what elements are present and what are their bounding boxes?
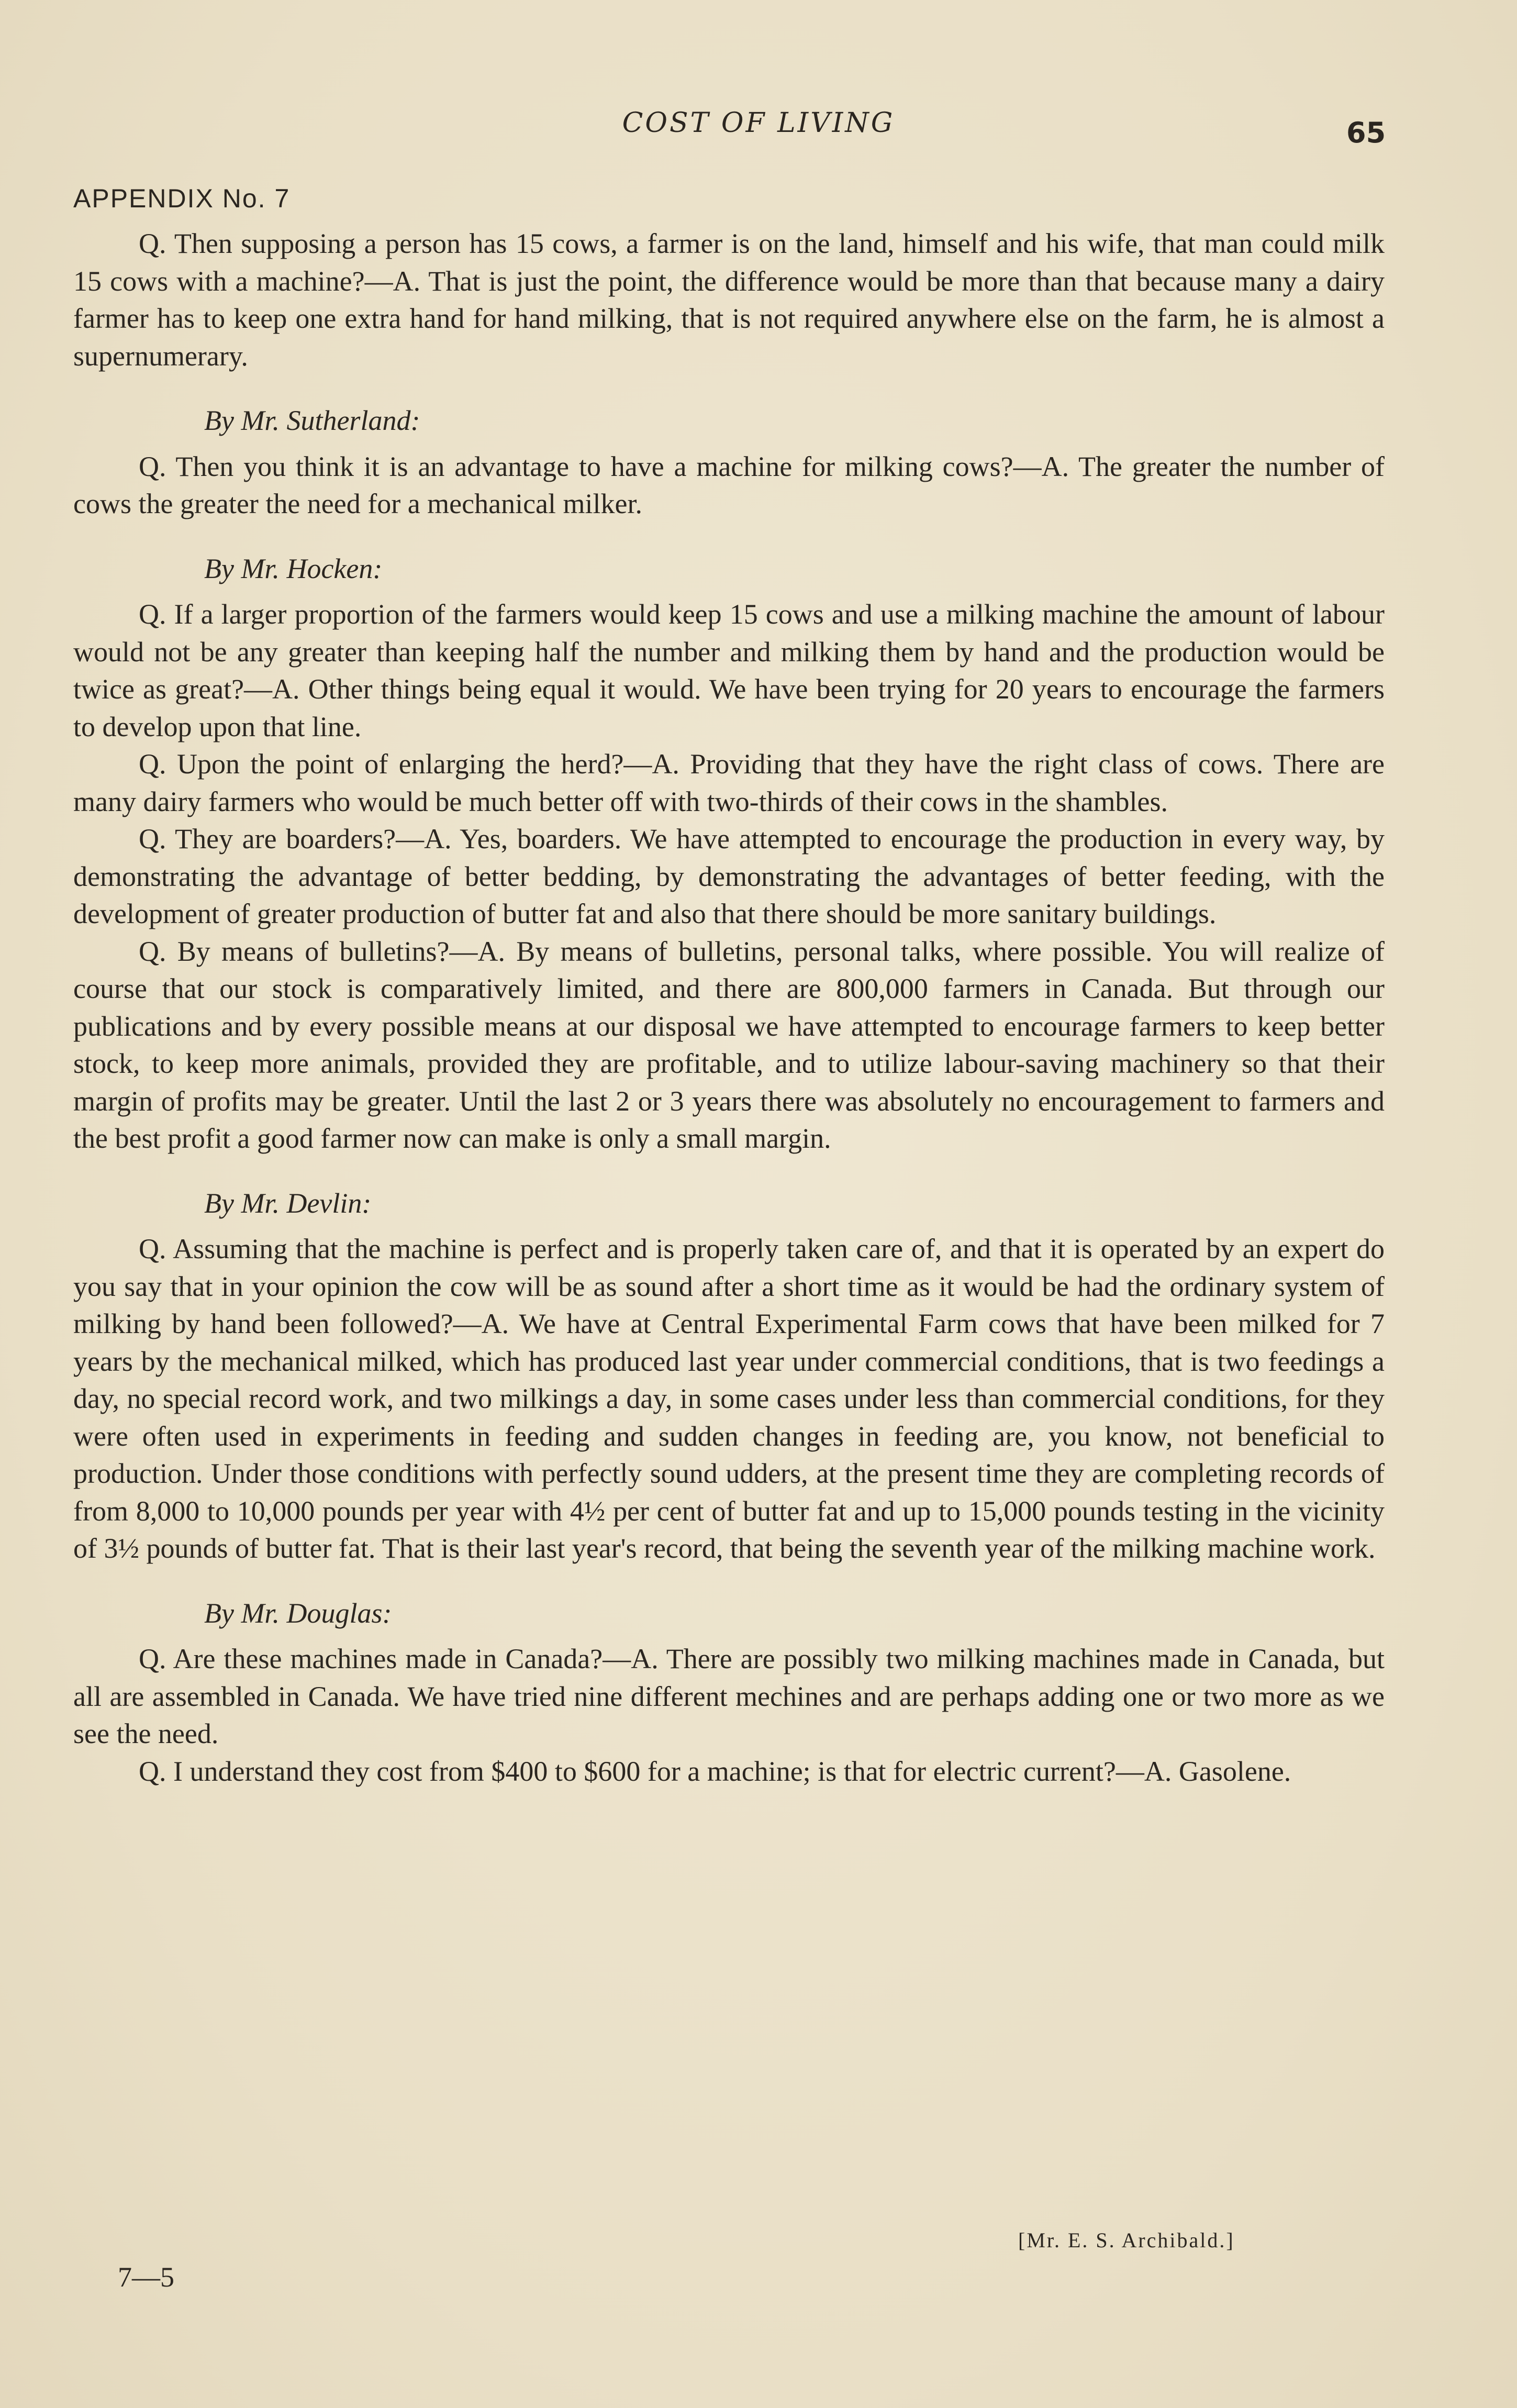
paragraph-8: Q. Are these machines made in Canada?—A. There are possibly two milking machines made in Canada, but all are assembled in Canada. We have tried nine different mechines and are perhaps adding one or two more as we see the need. (73, 1643, 1385, 1749)
paragraph-9: Q. I understand they cost from $400 to $600 for a machine; is that for electric current?—A. Gasolene. (139, 1755, 1291, 1787)
appendix-label: APPENDIX No. 7 (73, 184, 291, 213)
paragraph-5: Q. They are boarders?—A. Yes, boarders. We have attempted to encourage the production in every way, by demonstrating the advantage of better bedding, by demonstrating the advantages of better feeding, with the development of greater production of butter fat and also that there should be more sanitary buildings. (73, 823, 1385, 929)
paragraph-2: Q. Then you think it is an advantage to have a machine for milking cows?—A. The greater the number of cows the greater the need for a mechanical milker. (73, 450, 1385, 519)
speaker-heading-douglas: By Mr. Douglas: (204, 1597, 392, 1629)
speaker-heading-hocken: By Mr. Hocken: (204, 552, 383, 584)
page-number: 65 (1346, 116, 1386, 149)
speaker-attribution: [Mr. E. S. Archibald.] (1018, 2228, 1235, 2252)
speaker-heading-sutherland: By Mr. Sutherland: (204, 405, 420, 436)
paragraph-6: Q. By means of bulletins?—A. By means of bulletins, personal talks, where possible. You will realize of course that our stock is comparatively limited, and there are 800,000 farmers in Canada. But through our publications and by every possible means at our disposal we have attempted to encourage farmers to keep better stock, to keep more animals, provided they are profitable, and to utilize labour-saving machinery so that their margin of profits may be greater. Until the last 2 or 3 years there was absolutely no encouragement to farmers and the best profit a good farmer now can make is only a small margin. (73, 935, 1385, 1154)
paragraph-7: Q. Assuming that the machine is perfect and is properly taken care of, and that it is operated by an expert do you say that in your opinion the cow will be as sound after a short time as it would be had the ordinary system of milking by hand been followed?—A. We have at Central Experimental Farm cows that have been milked for 7 years by the mechanical milked, which has produced last year under commercial conditions, that is two feedings a day, no special record work, and two milkings a day, in some cases under less than commercial conditions, for they were often used in experiments in feeding and sudden changes in feeding are, you know, not beneficial to production. Under those conditions with perfectly sound udders, at the present time they are completing records of from 8,000 to 10,000 pounds per year with 4½ per cent of butter fat and up to 15,000 pounds testing in the vicinity of 3½ pounds of butter fat. That is their last year's record, that being the seventh year of the milking machine work. (73, 1233, 1385, 1564)
speaker-heading-devlin: By Mr. Devlin: (204, 1187, 372, 1219)
paragraph-3: Q. If a larger proportion of the farmers would keep 15 cows and use a milking machine the amount of labour would not be any greater than keeping half the number and milking them by hand and the production would be twice as great?—A. Other things being equal it would. We have been trying for 20 years to encourage the farmers to develop upon that line. (73, 598, 1385, 742)
running-title: COST OF LIVING (622, 107, 895, 139)
paragraph-4: Q. Upon the point of enlarging the herd?—A. Providing that they have the right class of cows. There are many dairy farmers who would be much better off with two-thirds of their cows in the shambles. (73, 748, 1385, 817)
signature-mark: 7—5 (118, 2261, 174, 2293)
body-text (73, 225, 1385, 1790)
paragraph-1: Q. Then supposing a person has 15 cows, a farmer is on the land, himself and his wife, that man could milk 15 cows with a machine?—A. That is just the point, the difference would be more than that because many a dairy farmer has to keep one extra hand for hand milking, that is not required anywhere else on the farm, he is almost a supernumerary. (73, 228, 1385, 372)
